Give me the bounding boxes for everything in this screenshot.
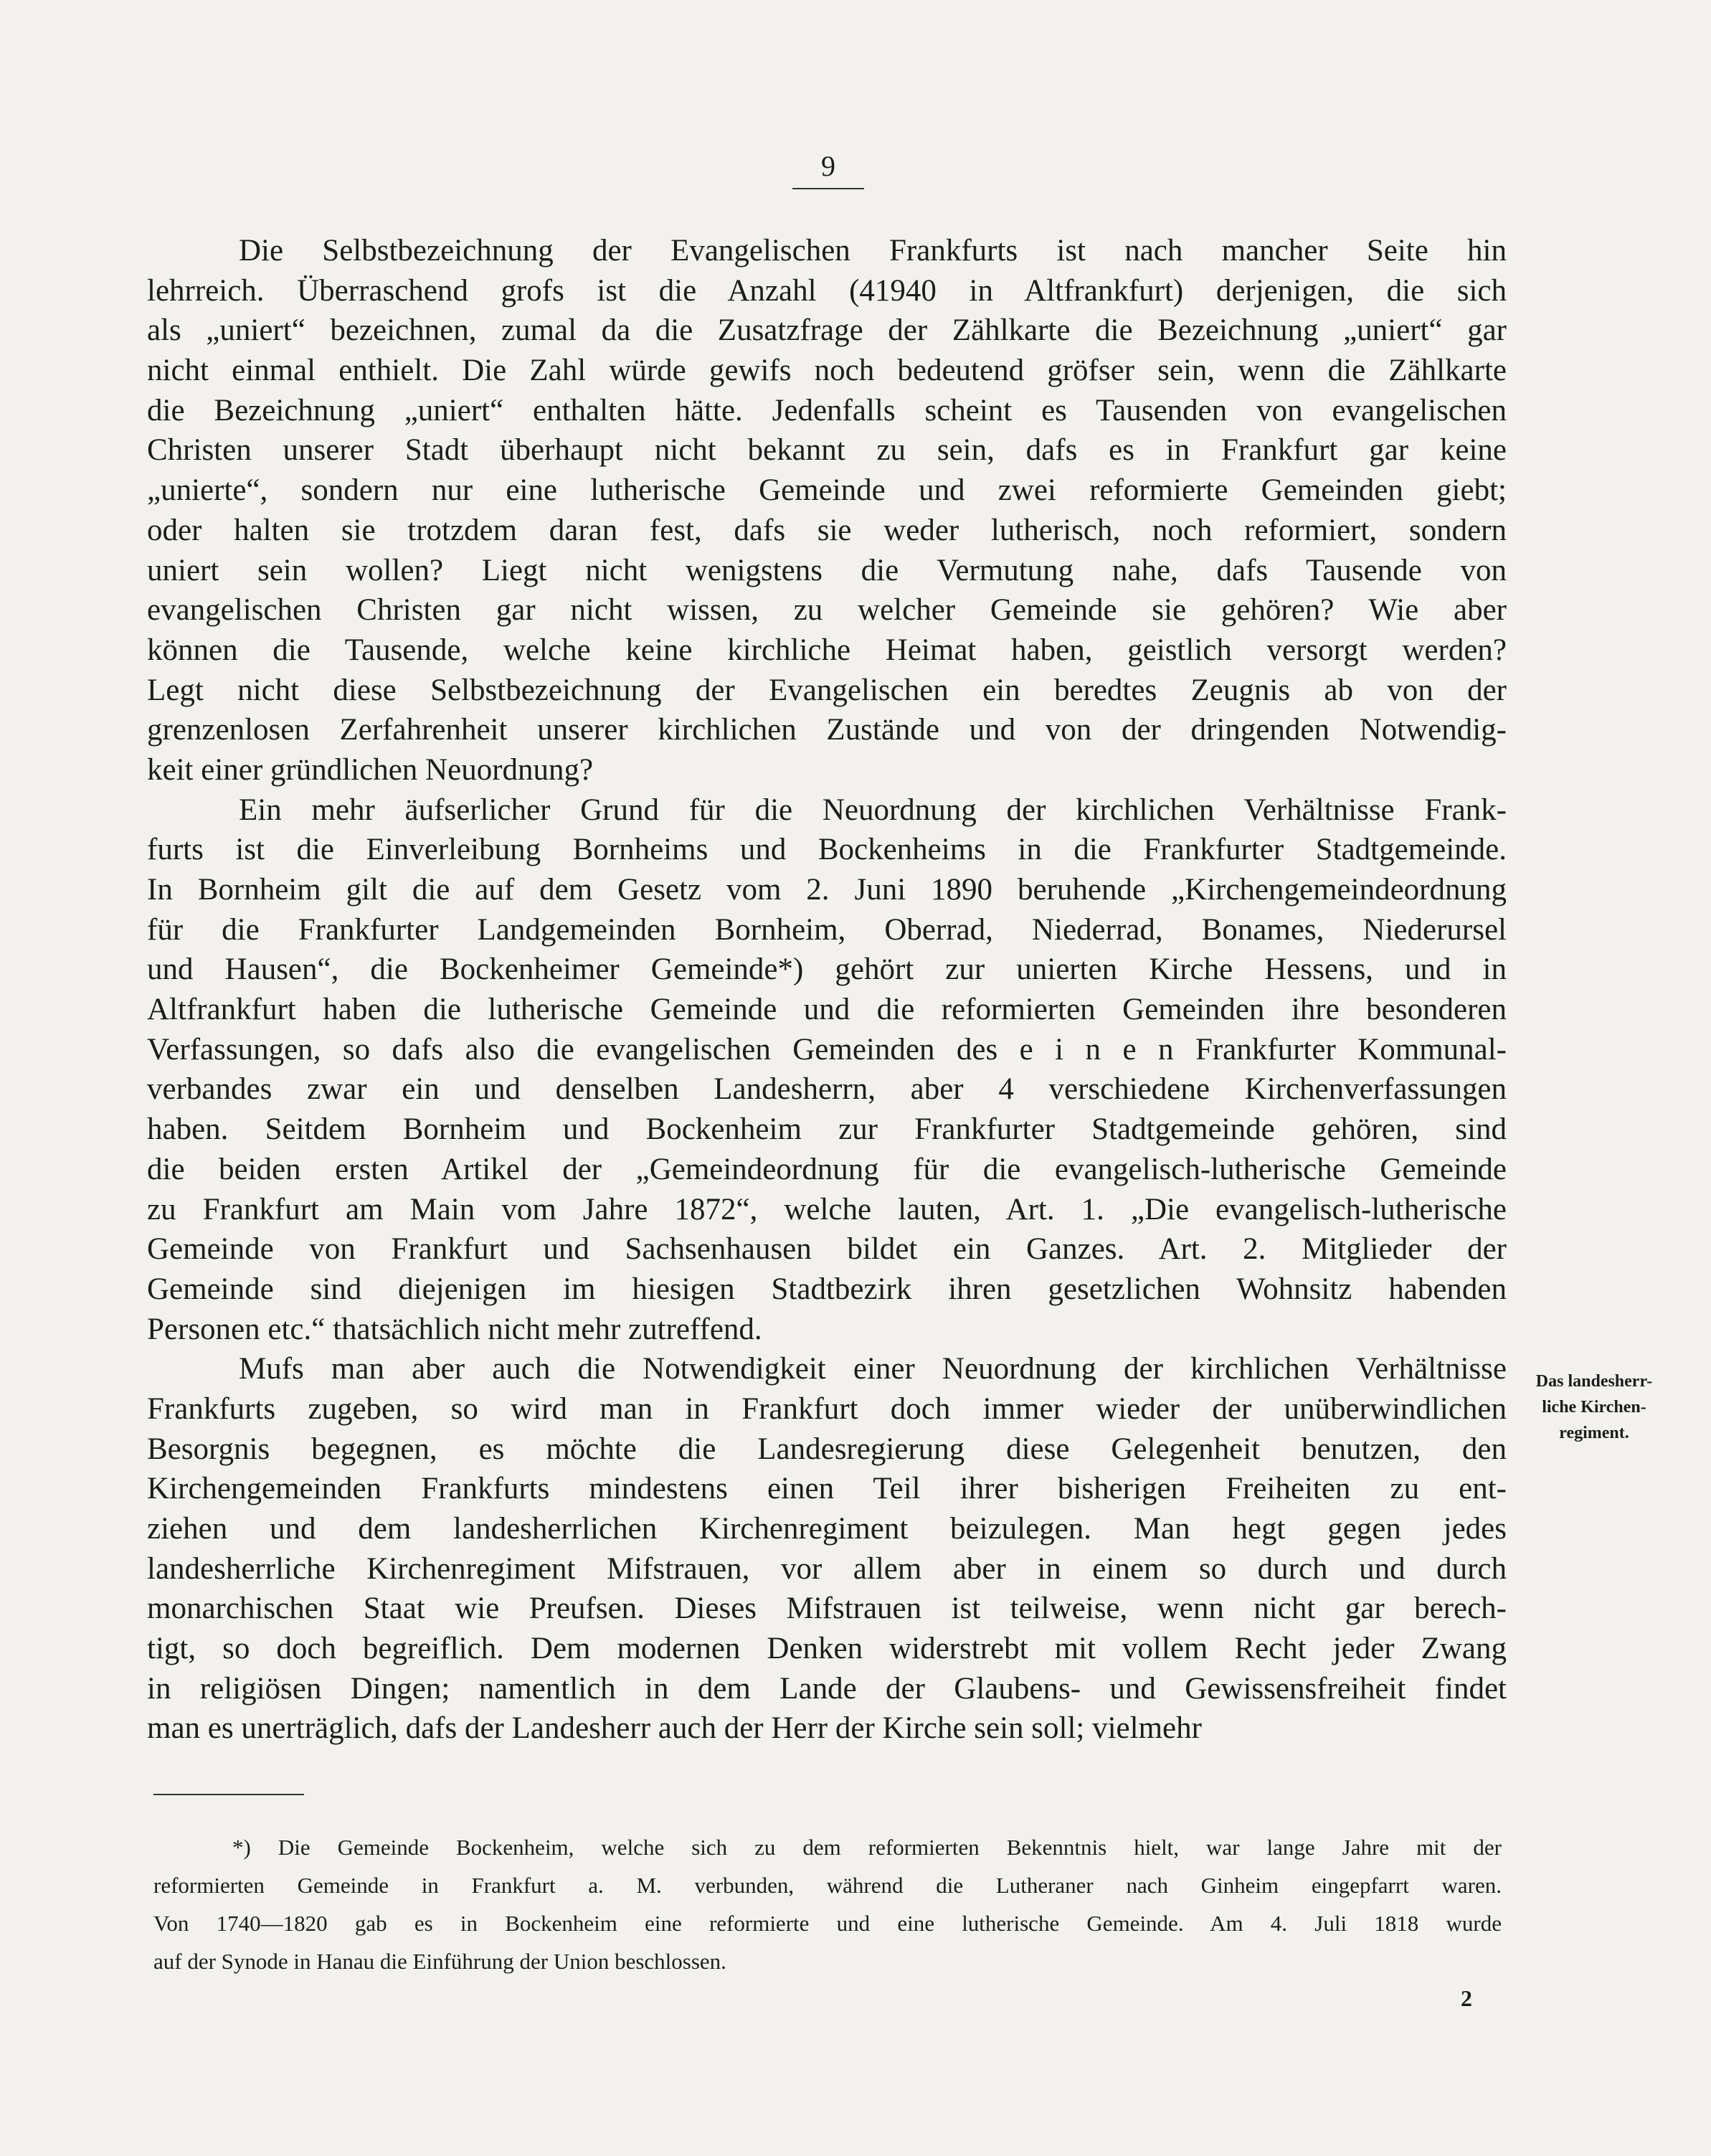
footnote-line: reformierten Gemeinde in Frankfurt a. M. verbunden, während die Lutheraner nach Ginheim eingepfarrt waren. — [153, 1873, 1502, 1898]
footnote-line: *) Die Gemeinde Bockenheim, welche sich zu dem reformierten Bekenntnis hielt, war lange Jahre mit der — [232, 1835, 1502, 1860]
footnote-line: Von 1740—1820 gab es in Bockenheim eine reformierte und eine lutherische Gemeinde. Am 4. Juli 1818 wurde — [153, 1911, 1502, 1936]
text-line: haben. Seitdem Bornheim und Bockenheim zur Frankfurter Stadtgemeinde gehören, sind — [147, 1112, 1507, 1147]
text-line: furts ist die Einverleibung Bornheims und Bockenheims in die Frankfurter Stadtgemeinde. — [147, 833, 1507, 867]
text-line: Die Selbstbezeichnung der Evangelischen Frankfurts ist nach mancher Seite hin — [239, 234, 1507, 268]
marginal-note — [1512, 1368, 1677, 1446]
text-line: landesherrliche Kirchenregiment Mifstrauen, vor allem aber in einem so durch und durch — [147, 1551, 1507, 1586]
text-line: als „uniert“ bezeichnen, zumal da die Zusatzfrage der Zählkarte die Bezeichnung „uniert“ gar — [147, 313, 1507, 348]
text-line: verbandes zwar ein und denselben Landesherrn, aber 4 verschiedene Kirchenverfassungen — [147, 1072, 1507, 1107]
text-line: evangelischen Christen gar nicht wissen, zu welcher Gemeinde sie gehören? Wie aber — [147, 593, 1507, 628]
text-line: zu Frankfurt am Main vom Jahre 1872“, welche lauten, Art. 1. „Die evangelisch-lutherische — [147, 1192, 1507, 1226]
marginal-note-line: Das landesherr- — [1535, 1372, 1653, 1391]
text-line: ziehen und dem landesherrlichen Kirchenregiment beizulegen. Man hegt gegen jedes — [147, 1512, 1507, 1546]
text-line: Frankfurts zugeben, so wird man in Frankfurt doch immer wieder der unüberwindlichen — [147, 1391, 1507, 1426]
text-line: lehrreich. Überraschend grofs ist die Anzahl (41940 in Altfrankfurt) derjenigen, die sich — [147, 273, 1507, 308]
footnote-rule — [153, 1794, 304, 1795]
marginal-note-line: liche Kirchen- — [1542, 1398, 1646, 1417]
text-line: Personen etc.“ thatsächlich nicht mehr zutreffend. — [147, 1312, 762, 1346]
text-line: die Bezeichnung „uniert“ enthalten hätte. Jedenfalls scheint es Tausenden von evangelischen — [147, 393, 1507, 427]
text-line: und Hausen“, die Bockenheimer Gemeinde*) gehört zur unierten Kirche Hessens, und in — [147, 952, 1507, 987]
text-line: „unierte“, sondern nur eine lutherische Gemeinde und zwei reformierte Gemeinden giebt; — [147, 473, 1507, 508]
text-line: Gemeinde von Frankfurt und Sachsenhausen bildet ein Ganzes. Art. 2. Mitglieder der — [147, 1232, 1507, 1267]
text-line: Gemeinde sind diejenigen im hiesigen Stadtbezirk ihren gesetzlichen Wohnsitz habenden — [147, 1272, 1507, 1306]
footnote-line: auf der Synode in Hanau die Einführung der Union beschlossen. — [153, 1949, 726, 1974]
paragraph — [147, 231, 1507, 790]
text-line: grenzenlosen Zerfahrenheit unserer kirchlichen Zustände und von der dringenden Notwendig- — [147, 713, 1507, 747]
text-line: man es unerträglich, dafs der Landesherr auch der Herr der Kirche sein soll; vielmehr — [147, 1711, 1202, 1746]
text-line: können die Tausende, welche keine kirchliche Heimat haben, geistlich versorgt werden? — [147, 633, 1507, 667]
text-line: tigt, so doch begreiflich. Dem modernen Denken widerstrebt mit vollem Recht jeder Zwang — [147, 1632, 1507, 1666]
page-number: 9 — [821, 150, 835, 182]
text-line: nicht einmal enthielt. Die Zahl würde gewifs noch bedeutend gröfser sein, wenn die Zählkarte — [147, 354, 1507, 388]
footnote — [153, 1828, 1502, 1980]
text-line: In Bornheim gilt die auf dem Gesetz vom 2. Juni 1890 beruhende „Kirchengemeindeordnung — [147, 873, 1507, 907]
text-line: oder halten sie trotzdem daran fest, dafs sie weder lutherisch, noch reformiert, sondern — [147, 513, 1507, 547]
text-line: die beiden ersten Artikel der „Gemeindeordnung für die evangelisch-lutherische Gemeinde — [147, 1152, 1507, 1186]
text-line: Kirchengemeinden Frankfurts mindestens einen Teil ihrer bisherigen Freiheiten zu ent- — [147, 1472, 1507, 1506]
paragraph — [147, 790, 1507, 1350]
text-line: keit einer gründlichen Neuordnung? — [147, 752, 594, 787]
text-line: Verfassungen, so dafs also die evangelischen Gemeinden des e i n e n Frankfurter Kommunal- — [147, 1032, 1507, 1067]
text-line: uniert sein wollen? Liegt nicht wenigstens die Vermutung nahe, dafs Tausende von — [147, 553, 1507, 587]
marginal-note-line: regiment. — [1559, 1424, 1629, 1442]
text-line: in religiösen Dingen; namentlich in dem Lande der Glaubens- und Gewissensfreiheit findet — [147, 1671, 1507, 1706]
text-line: Altfrankfurt haben die lutherische Gemeinde und die reformierten Gemeinden ihre besonderen — [147, 993, 1507, 1027]
signature-mark: 2 — [1461, 1985, 1472, 2011]
text-line: Legt nicht diese Selbstbezeichnung der Evangelischen ein beredtes Zeugnis ab von der — [147, 673, 1507, 707]
paragraph — [147, 1349, 1507, 1749]
text-line: Christen unserer Stadt überhaupt nicht bekannt zu sein, dafs es in Frankfurt gar keine — [147, 433, 1507, 468]
text-line: Besorgnis begegnen, es möchte die Landesregierung diese Gelegenheit benutzen, den — [147, 1432, 1507, 1466]
text-line: monarchischen Staat wie Preufsen. Dieses Mifstrauen ist teilweise, wenn nicht gar berech- — [147, 1592, 1507, 1626]
text-line: für die Frankfurter Landgemeinden Bornheim, Oberrad, Niederrad, Bonames, Niederursel — [147, 912, 1507, 947]
text-line: Ein mehr äufserlicher Grund für die Neuordnung der kirchlichen Verhältnisse Frank- — [239, 793, 1507, 827]
text-line: Mufs man aber auch die Notwendigkeit einer Neuordnung der kirchlichen Verhältnisse — [239, 1352, 1507, 1386]
header-rule — [792, 188, 864, 189]
body-text — [147, 231, 1507, 1749]
